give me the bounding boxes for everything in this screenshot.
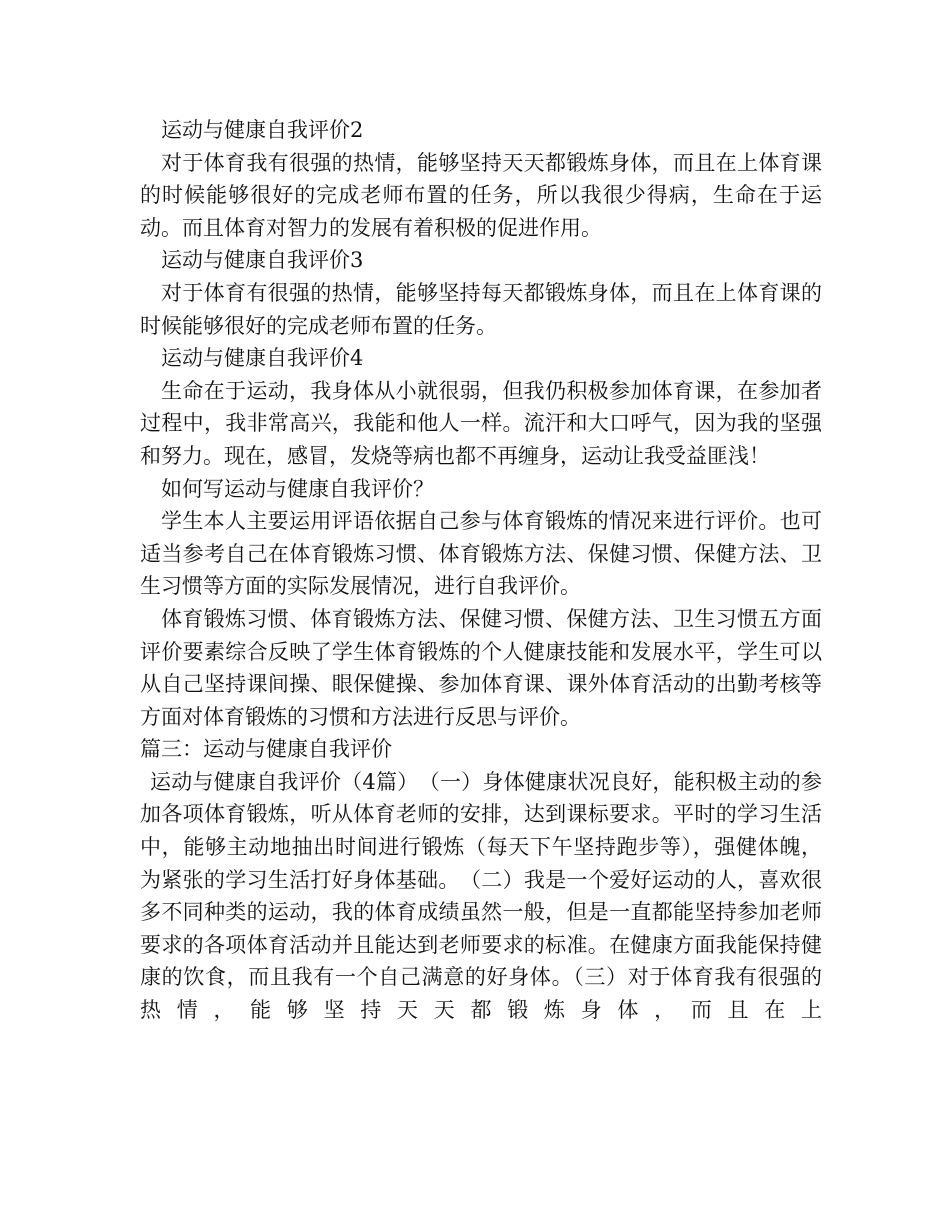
section-title: 篇三：运动与健康自我评价: [140, 737, 392, 762]
paragraph-heading-3: 运动与健康自我评价3: [161, 248, 364, 273]
paragraph-body: 生命在于运动，我身体从小就很弱，但我仍积极参加体育课，在参加者过程中，我非常高兴，我能和他人一样。流汗和大口呼气，因为我的坚强和努力。现在，感冒，发烧等病也都不再缠身，运动让我受益匪浅！: [140, 378, 822, 468]
paragraph-heading-4: 运动与健康自我评价4: [161, 346, 364, 371]
paragraph-heading-2: 运动与健康自我评价2: [161, 118, 364, 142]
paragraph-body: 学生本人主要运用评语依据自己参与体育锻炼的情况来进行评价。也可适当参考自己在体育锻炼习惯、体育锻炼方法、保健习惯、保健方法、卫生习惯等方面的实际发展情况，进行自我评价。: [140, 509, 822, 599]
paragraph-body: 体育锻炼习惯、体育锻炼方法、保健习惯、保健方法、卫生习惯五方面评价要素综合反映了学生体育锻炼的个人健康技能和发展水平，学生可以从自己坚持课间操、眼保健操、参加体育课、课外体育活动的出勤考核等方面对体育锻炼的习惯和方法进行反思与评价。: [140, 606, 822, 729]
paragraph-body: 运动与健康自我评价（4篇） （一）身体健康状况良好，能积极主动的参加各项体育锻炼，听从体育老师的安排，达到课标要求。平时的学习生活中，能够主动地抽出时间进行锻炼（每天下午坚持跑步等），强健体魄，为紧张的学习生活打好身体基础。 （二）我是一个爱好运动的人，喜欢很多不同种类的运动，我的体育成绩虽然一般，但是一直都能坚持参加老师要求的各项体育活动并且能达到老师要求的标准。在健康方面我能保持健康的饮食，而且我有一个自己满意的好身体。（三）对于体育我有很强的热情，能够坚持天天都锻炼身体，而且在上: [140, 769, 822, 1023]
paragraph-body: 对于体育有很强的热情，能够坚持每天都锻炼身体，而且在上体育课的时候能够很好的完成老师布置的任务。: [140, 280, 822, 338]
paragraph-question: 如何写运动与健康自我评价？: [161, 476, 434, 501]
paragraph-body: 对于体育我有很强的热情，能够坚持天天都锻炼身体，而且在上体育课的时候能够很好的完成老师布置的任务，所以我很少得病，生命在于运动。而且体育对智力的发展有着积极的促进作用。: [140, 150, 822, 240]
